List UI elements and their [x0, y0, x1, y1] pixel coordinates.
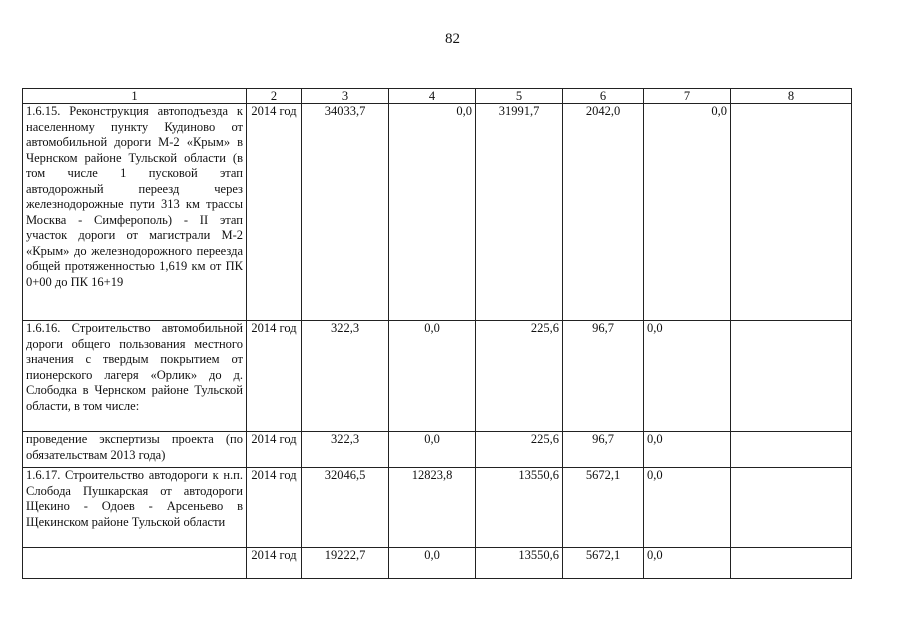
cell-col8 — [731, 321, 852, 432]
table-row — [23, 548, 852, 579]
cell-col8 — [731, 104, 852, 321]
cell-col7: 0,0 — [644, 548, 731, 579]
cell-col3: 322,3 — [302, 432, 389, 468]
cell-col8 — [731, 468, 852, 548]
table-row — [23, 104, 852, 321]
cell-col7: 0,0 — [644, 468, 731, 548]
column-header: 1 — [23, 89, 247, 104]
cell-col7: 0,0 — [644, 104, 731, 321]
cell-col5: 13550,6 — [476, 468, 563, 548]
row-description: 1.6.17. Строительство автодороги к н.п. Слобода Пушкарская от автодороги Щекино - Одоев - Арсеньево в Щекинском районе Тульской области — [23, 468, 247, 548]
cell-col6: 96,7 — [563, 432, 644, 468]
cell-col5: 31991,7 — [476, 104, 563, 321]
column-header: 6 — [563, 89, 644, 104]
row-description: 1.6.15. Реконструкция автоподъезда к населенному пункту Кудиново от автомобильной дороги М-2 «Крым» в Чернском районе Тульской области (в том числе 1 пусковой этап автодорожный переезд через железнодорожные пути 313 км трассы Москва - Симферополь) - II этап участок дороги от магистрали М-2 «Крым» до железнодорожного переезда общей протяженностью 1,619 км от ПК 0+00 до ПК 16+19 — [23, 104, 247, 321]
cell-col4: 12823,8 — [389, 468, 476, 548]
column-header: 8 — [731, 89, 852, 104]
cell-col6: 2042,0 — [563, 104, 644, 321]
cell-col4: 0,0 — [389, 432, 476, 468]
cell-col6: 96,7 — [563, 321, 644, 432]
cell-col8 — [731, 432, 852, 468]
column-header: 4 — [389, 89, 476, 104]
row-description: 1.6.16. Строительство автомобильной дороги общего пользования местного значения с твердым покрытием от пионерского лагеря «Орлик» до д. Слободка в Чернском районе Тульской области, в том числе: — [23, 321, 247, 432]
cell-col3: 19222,7 — [302, 548, 389, 579]
row-year: 2014 год — [247, 468, 302, 548]
column-header: 2 — [247, 89, 302, 104]
cell-col6: 5672,1 — [563, 468, 644, 548]
budget-table — [22, 88, 852, 579]
row-year: 2014 год — [247, 321, 302, 432]
cell-col6: 5672,1 — [563, 548, 644, 579]
cell-col7: 0,0 — [644, 432, 731, 468]
cell-col3: 322,3 — [302, 321, 389, 432]
row-description: проведение экспертизы проекта (по обязательствам 2013 года) — [23, 432, 247, 468]
cell-col7: 0,0 — [644, 321, 731, 432]
row-year: 2014 год — [247, 104, 302, 321]
column-header: 3 — [302, 89, 389, 104]
cell-col3: 34033,7 — [302, 104, 389, 321]
table-row — [23, 468, 852, 548]
cell-col5: 225,6 — [476, 432, 563, 468]
column-header: 7 — [644, 89, 731, 104]
table-header-row — [23, 89, 852, 104]
cell-col4: 0,0 — [389, 548, 476, 579]
cell-col5: 13550,6 — [476, 548, 563, 579]
row-description — [23, 548, 247, 579]
cell-col5: 225,6 — [476, 321, 563, 432]
table-row — [23, 321, 852, 432]
cell-col3: 32046,5 — [302, 468, 389, 548]
table-row — [23, 432, 852, 468]
cell-col4: 0,0 — [389, 321, 476, 432]
column-header: 5 — [476, 89, 563, 104]
row-year: 2014 год — [247, 432, 302, 468]
cell-col4: 0,0 — [389, 104, 476, 321]
row-year: 2014 год — [247, 548, 302, 579]
cell-col8 — [731, 548, 852, 579]
page-number: 82 — [445, 31, 460, 47]
